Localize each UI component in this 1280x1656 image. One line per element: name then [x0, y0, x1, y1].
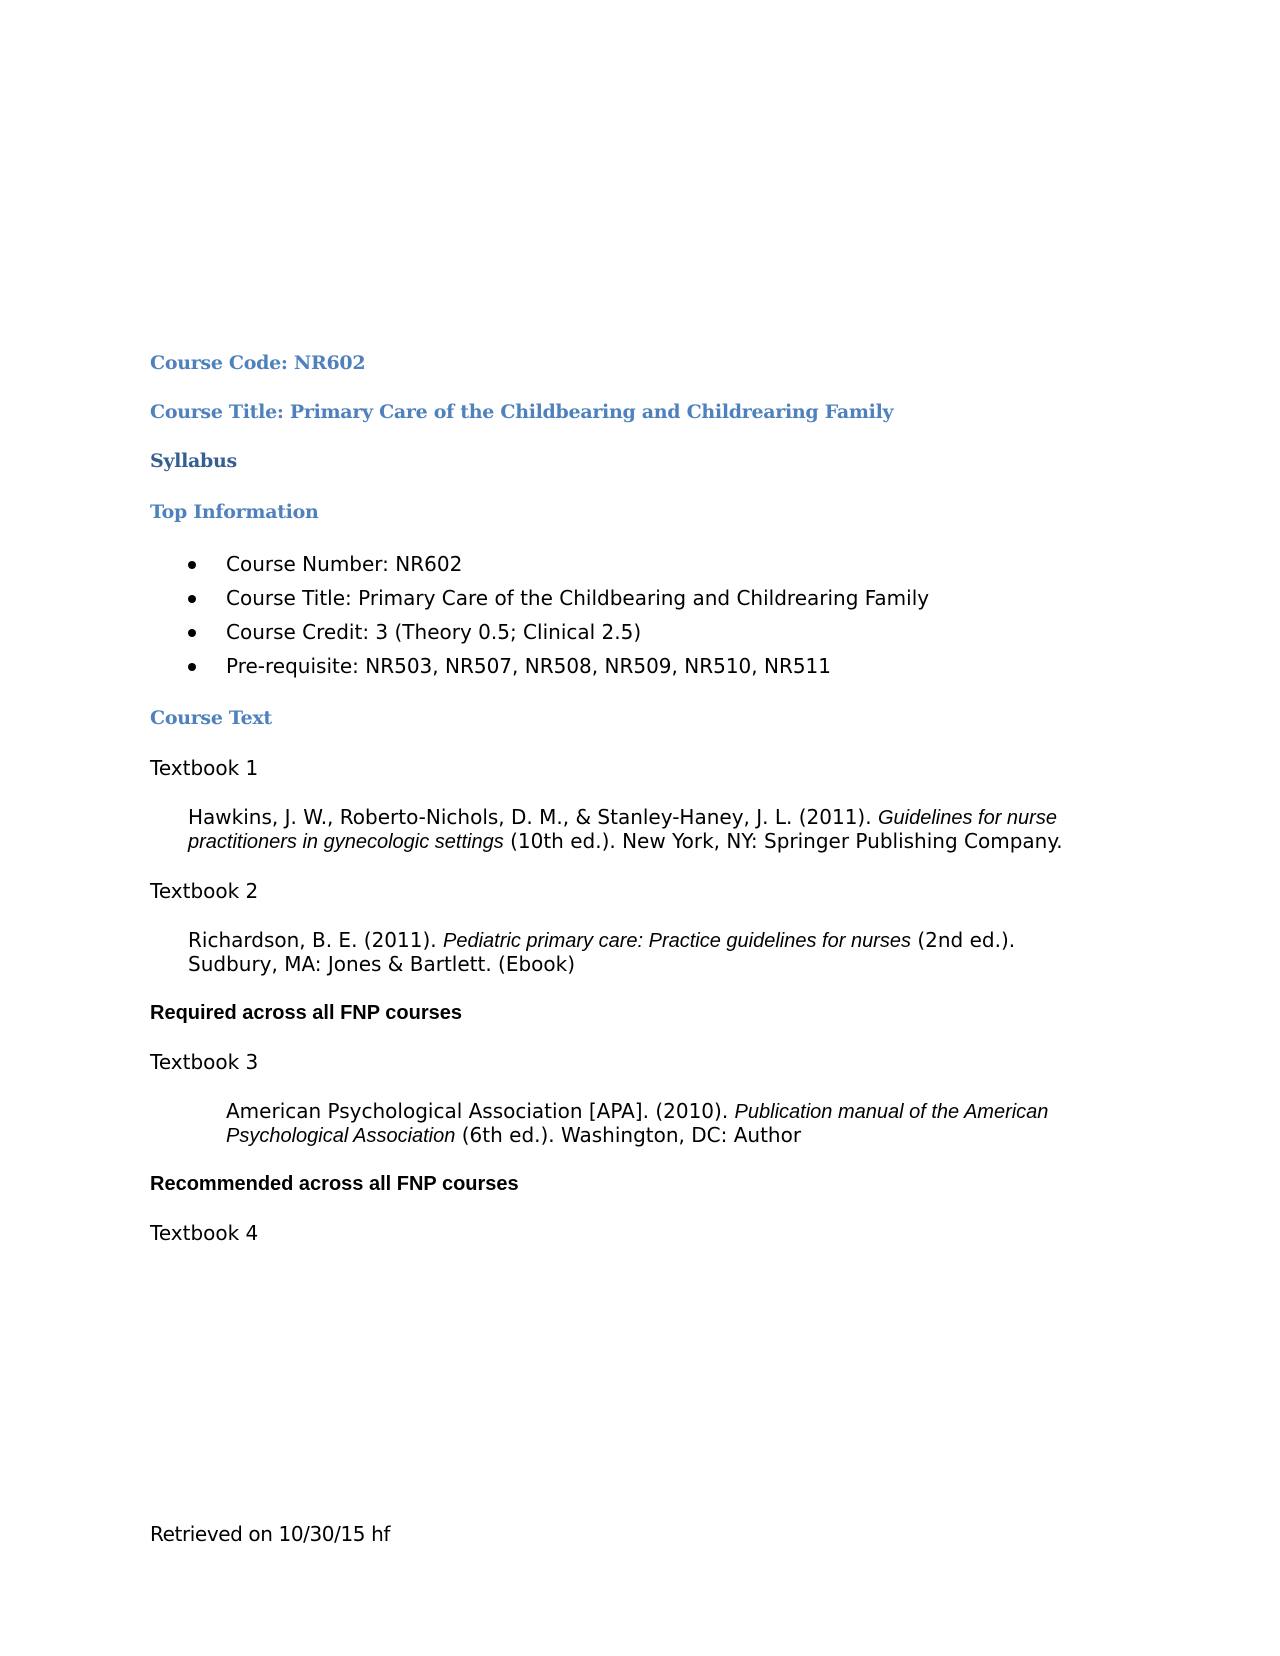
textbook1-publisher: (10th ed.). New York, NY: Springer Publishing Company.: [503, 829, 1063, 853]
textbook3-title-part1: Publication manual of the American: [734, 1101, 1049, 1123]
textbook1-title-part2: practitioners in gynecologic settings: [188, 831, 504, 853]
textbook3-title-part2: Psychological Association: [226, 1125, 456, 1147]
course-code-heading: Course Code: NR602: [150, 352, 366, 374]
course-text-heading: Course Text: [150, 707, 272, 729]
bullet-icon: [188, 595, 196, 603]
textbook1-title-part1: Guidelines for nurse: [877, 807, 1057, 829]
textbook1-label: Textbook 1: [150, 756, 259, 780]
course-title-heading: Course Title: Primary Care of the Childbearing and Childrearing Family: [150, 401, 894, 423]
textbook2-title: Pediatric primary care: Practice guidelines for nurses: [443, 930, 911, 952]
textbook2-edition: (2nd ed.).: [910, 928, 1016, 952]
textbook3-publisher: (6th ed.). Washington, DC: Author: [455, 1123, 802, 1147]
syllabus-heading: Syllabus: [150, 450, 237, 472]
bullet-icon: [188, 629, 196, 637]
textbook3-authors: American Psychological Association [APA]. (2010).: [226, 1099, 735, 1123]
list-item-text: Course Credit: 3 (Theory 0.5; Clinical 2.5): [226, 620, 642, 644]
bullet-icon: [188, 561, 196, 569]
list-item-text: Course Title: Primary Care of the Childbearing and Childrearing Family: [226, 586, 930, 610]
textbook2-citation-line1: [188, 928, 1015, 953]
textbook3-label: Textbook 3: [150, 1050, 259, 1074]
retrieved-footer: Retrieved on 10/30/15 hf: [150, 1522, 390, 1546]
textbook1-citation-line2: [188, 829, 1063, 854]
textbook1-authors: Hawkins, J. W., Roberto-Nichols, D. M., & Stanley-Haney, J. L. (2011).: [188, 805, 878, 829]
textbook1-citation-line1: [188, 805, 1057, 830]
top-information-heading: Top Information: [150, 501, 319, 523]
required-courses-label: Required across all FNP courses: [150, 1002, 462, 1024]
bullet-icon: [188, 663, 196, 671]
textbook3-citation-line2: [226, 1123, 801, 1148]
textbook2-authors: Richardson, B. E. (2011).: [188, 928, 443, 952]
textbook4-label: Textbook 4: [150, 1221, 259, 1245]
textbook2-label: Textbook 2: [150, 879, 259, 903]
textbook3-citation-line1: [226, 1099, 1048, 1124]
recommended-courses-label: Recommended across all FNP courses: [150, 1173, 519, 1195]
textbook2-citation-line2: Sudbury, MA: Jones & Bartlett. (Ebook): [188, 952, 576, 976]
list-item-text: Course Number: NR602: [226, 552, 463, 576]
list-item-text: Pre-requisite: NR503, NR507, NR508, NR509, NR510, NR511: [226, 654, 832, 678]
